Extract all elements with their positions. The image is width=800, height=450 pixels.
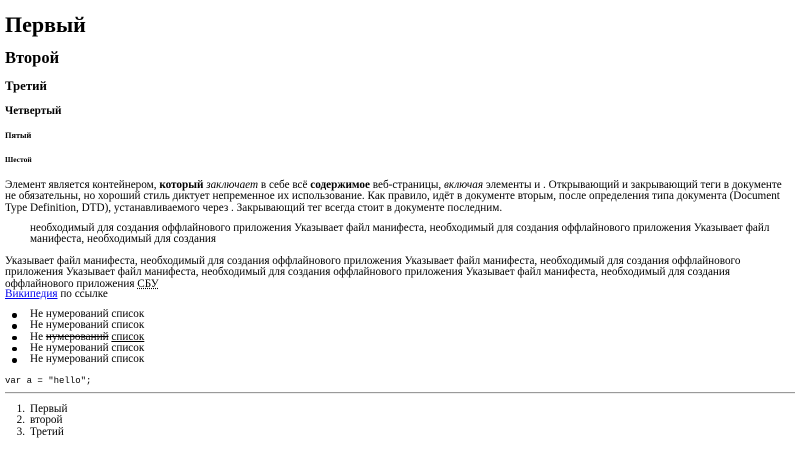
list-item-text: второй [30, 414, 63, 427]
strikethrough-text: нумерований [45, 330, 109, 343]
wikipedia-link[interactable]: Википедия [5, 288, 58, 300]
paragraph-text: в себе всё [258, 179, 311, 191]
heading-4: Четвертый [5, 105, 62, 117]
paragraph-text: элементы и . Открывающий и закрывающий теги в документе не обязательны, но хороший стиль диктует непременное их использование. Как правило, идёт в документе вторым, после определения типа документа (Document Type Definition, DTD), устанавливаемого через . Закрывающий тег всегда стоит в документе последним. [5, 179, 782, 214]
heading-5: Пятый [5, 131, 32, 140]
list-number: 3. [16, 425, 25, 438]
paragraph-text: Элемент является контейнером, [5, 179, 160, 191]
list-item-text: Третий [30, 425, 64, 438]
list-item: Не нумерований список [30, 319, 145, 332]
list-number: 2. [16, 414, 25, 427]
heading-3: Третий [5, 79, 47, 93]
list-item-text: Первый [30, 403, 68, 415]
list-item: Не нумерований список [30, 308, 145, 320]
ordered-list-item [16, 425, 67, 438]
blockquote: необходимый для создания оффлайнового приложения Указывает файл манифеста, необходимый для создания оффлайнового приложения Указывает файл манифеста, необходимый для создания [30, 222, 770, 246]
ordered-list [16, 403, 68, 438]
list-item-prefix: Не [30, 330, 46, 343]
intro-paragraph [5, 180, 795, 214]
link-paragraph [5, 289, 795, 300]
paragraph-text: по ссылке [57, 288, 108, 300]
heading-2: Второй [5, 48, 60, 67]
underlined-text: список [111, 330, 145, 343]
abbreviation[interactable]: СБУ [137, 277, 159, 290]
code-block: var a = "hello"; [5, 376, 92, 386]
heading-1: Первый [5, 12, 86, 37]
list-item: Не нумерований список [30, 341, 145, 354]
bold-text: который [159, 179, 204, 191]
list-item: Не нумерований список [30, 353, 145, 366]
italic-text: заключает [206, 179, 259, 191]
paragraph-text: веб-страницы, [369, 179, 444, 191]
bold-text: содержимое [310, 179, 370, 191]
unordered-list [30, 309, 144, 365]
heading-6: Шестой [5, 155, 32, 164]
manifest-paragraph [5, 256, 795, 290]
horizontal-rule [5, 392, 795, 394]
list-number: 1. [16, 403, 25, 415]
italic-text: включая [444, 179, 484, 191]
paragraph-text: Указывает файл манифеста, необходимый для создания оффлайнового приложения Указывает файл манифеста, необходимый для создания оффлайнового приложения Указывает файл манифеста, необходимый для создания оффлайнового приложения Указывает файл манифеста, необходимый для создания оффлайнового приложения [5, 255, 741, 290]
